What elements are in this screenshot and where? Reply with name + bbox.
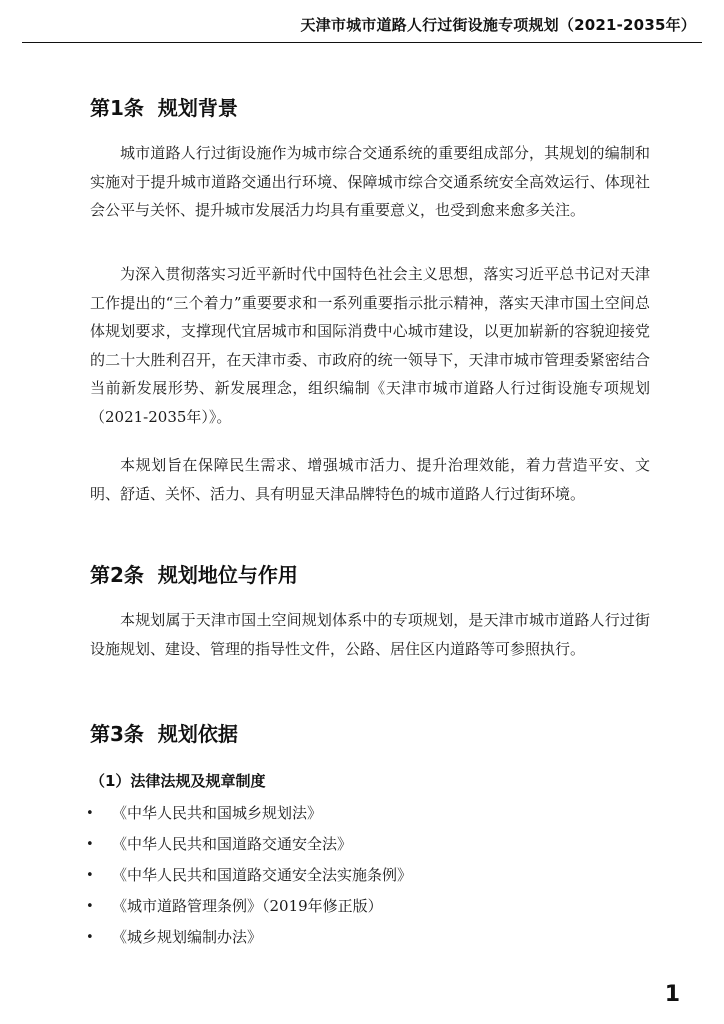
list-item-text: 《中华人民共和国道路交通安全法实施条例》 <box>112 866 413 884</box>
list-item-text: 《城市道路管理条例》（2019年修正版） <box>112 897 383 915</box>
section-1-title <box>90 92 238 121</box>
page-number: 1 <box>664 982 680 1007</box>
running-header: 天津市城市道路人行过街设施专项规划（2021-2035年） <box>300 16 696 34</box>
section-1-paragraph-3: 本规划旨在保障民生需求、增强城市活力、提升治理效能，着力营造平安、文明、舒适、关怀、活力、具有明显天津品牌特色的城市道路人行过街环境。 <box>90 456 650 503</box>
section-3-number: 第3条 <box>90 722 144 746</box>
section-2-paragraph-1: 本规划属于天津市国土空间规划体系中的专项规划，是天津市城市道路人行过街设施规划、建设、管理的指导性文件，公路、居住区内道路等可参照执行。 <box>90 611 650 658</box>
list-item-text: 《中华人民共和国道路交通安全法》 <box>112 835 353 853</box>
section-2-heading: 规划地位与作用 <box>157 563 298 587</box>
list-item <box>86 860 412 891</box>
bullet-icon: • <box>86 930 94 945</box>
section-3-title <box>90 718 238 747</box>
section-1-heading: 规划背景 <box>157 96 238 120</box>
section-3-heading: 规划依据 <box>157 722 238 746</box>
section-2-title <box>90 559 298 588</box>
list-item <box>86 829 412 860</box>
regulation-list <box>86 798 412 953</box>
section-3-subsection-title: （1）法律法规及规章制度 <box>90 772 266 790</box>
list-item-text: 《城乡规划编制办法》 <box>112 928 263 946</box>
list-item <box>86 922 412 953</box>
header-divider <box>22 42 702 43</box>
list-item-text: 《中华人民共和国城乡规划法》 <box>112 804 323 822</box>
list-item <box>86 798 412 829</box>
bullet-icon: • <box>86 806 94 821</box>
bullet-icon: • <box>86 868 94 883</box>
bullet-icon: • <box>86 837 94 852</box>
list-item <box>86 891 412 922</box>
section-2-number: 第2条 <box>90 563 144 587</box>
section-1-paragraph-1: 城市道路人行过街设施作为城市综合交通系统的重要组成部分，其规划的编制和实施对于提升城市道路交通出行环境、保障城市综合交通系统安全高效运行、体现社会公平与关怀、提升城市发展活力均具有重要意义，也受到愈来愈多关注。 <box>90 144 650 219</box>
section-1-paragraph-2: 为深入贯彻落实习近平新时代中国特色社会主义思想，落实习近平总书记对天津工作提出的“三个着力”重要要求和一系列重要指示批示精神，落实天津市国土空间总体规划要求，支撑现代宜居城市和国际消费中心城市建设，以更加崭新的容貌迎接党的二十大胜利召开，在天津市委、市政府的统一领导下，天津市城市管理委紧密结合当前新发展形势、新发展理念，组织编制《天津市城市道路人行过街设施专项规划（2021-2035年）》。 <box>90 265 650 426</box>
section-1-number: 第1条 <box>90 96 144 120</box>
bullet-icon: • <box>86 899 94 914</box>
